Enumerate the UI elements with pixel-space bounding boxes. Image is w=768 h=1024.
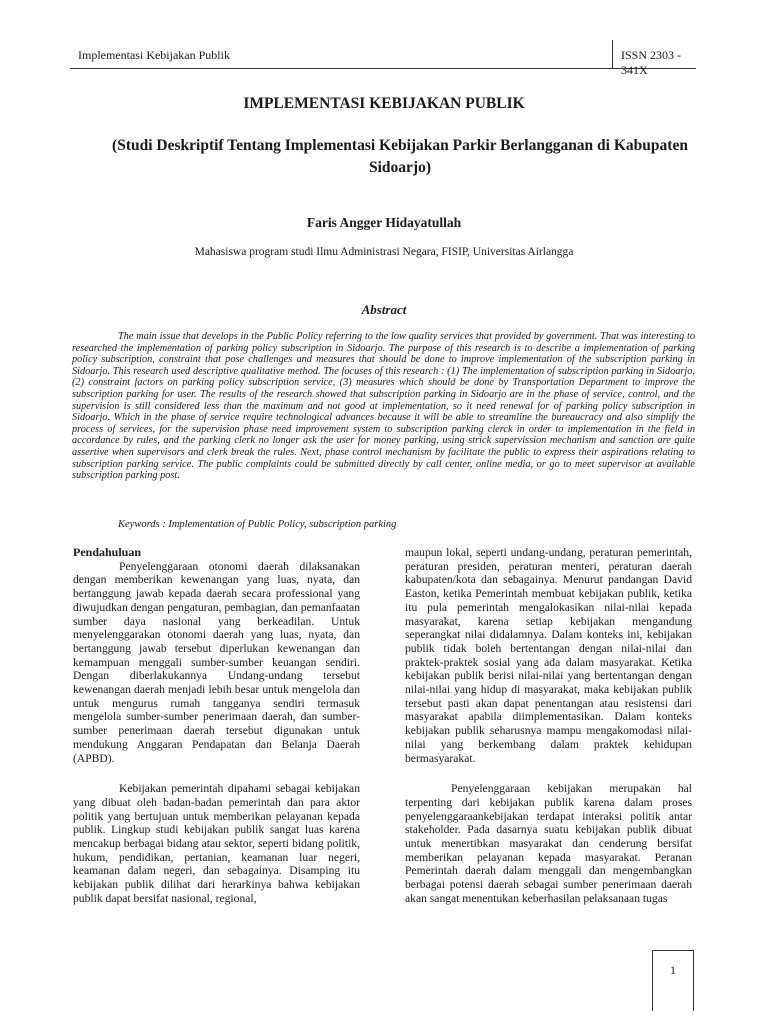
left-column [73, 546, 360, 906]
issn-label: ISSN 2303 - 341X [621, 48, 682, 77]
running-header [70, 40, 696, 77]
paragraph: Penyelenggaraan otonomi daerah dilaksanakan dengan memberikan kewenangan yang luas, nyata, dan bertanggung jawab kepada daerah secara professional yang diwujudkan dengan pengaturan, pembagian, dan pemanfaatan sumber daya nasional yang berkeadilan. Untuk menyelenggarakan otonomi daerah yang luas, nyata, dan bertanggung jawab tersebut diperlukan kewenangan dan kemampuan menggali sumber-sumber keuangan sendiri. Dengan diberlakukannya Undang-undang tersebut kewenangan daerah menjadi lebih besar untuk mengelola dan untuk mengurus rumah tangganya sendiri termasuk mengelola sumber-sumber penerimaan daerah, dan sumber-sumber penerimaan daerah tersebut digunakan untuk mendukung Anggaran Pendapatan dan Belanja Daerah (APBD). [73, 559, 360, 765]
page-number: 1 [670, 963, 676, 977]
keywords: Keywords : Implementation of Public Policy, subscription parking [118, 519, 397, 530]
paragraph-gap [405, 765, 692, 782]
author-affiliation: Mahasiswa program studi Ilmu Administrasi Negara, FISIP, Universitas Airlangga [194, 246, 574, 258]
author-name: Faris Angger Hidayatullah [306, 215, 462, 230]
journal-name: Implementasi Kebijakan Publik [78, 48, 230, 62]
header-divider [612, 40, 613, 68]
paper-title: IMPLEMENTASI KEBIJAKAN PUBLIK [243, 95, 525, 112]
abstract-heading: Abstract [361, 302, 407, 317]
page-number-box [652, 950, 694, 1011]
paragraph-gap [73, 765, 360, 782]
abstract-text: The main issue that develops in the Public Policy referring to the low quality services that provided by government. That was interesting to researched the implementation of parking policy subscription in Sidoarjo. The purpose of this research is to describe a implementation of parking policy subscription, constraint that pose challenges and measures that should be done to improve implementation of the subscription parking in Sidoarjo. This research used descriptive qualitative method. The focuses of this research : (1) The implementation of subscription parking in Sidoarjo, (2) constraint factors on parking policy subscription service, (3) measures which should be done by Transportation Department to improve the subscription parking for user. The results of the research showed that subscription parking in Sidoarjo are in the phase of service, control, and the supervision is still considered less than the maximum and not good at implementation, so it need renewal for of parking policy subscription in Sidoarjo. Which in the phase of service require technological advances because it will be able to streamline the bureaucracy and also simplify the process of services, for the supervision phase need improvement system to subscription parking clerck in order to implementation in the field in accordance by rules, and the parking clerk no longer ask the user for money parking, using strick supervission mechanism and sanction are quite assertive when supervisors and clerk break the rules. Next, phase control mechanism by facilitate the public to express their aspirations relating to subscription parking service. The public complaints could be submitted directly by call center, online media, or go to meet supervisor at available subscription parking post. [72, 331, 695, 482]
section-heading: Pendahuluan [73, 545, 142, 559]
paragraph: Penyelenggaraan kebijakan merupakan hal terpenting dari kebijakan publik karena dalam proses penyelenggaraankebijakan terdapat interaksi politik antar stakeholder. Pada dasarnya suatu kebijakan publik dibuat untuk menertibkan masyarakat dan cenderung bersifat memberikan pelayanan kepada masyarakat. Peranan Pemerintah daerah dalam menggali dan mengembangkan berbagai potensi daerah sebagai sumber penerimaan daerah akan sangat menentukan keberhasilan pelaksanaan tugas [405, 782, 692, 905]
paragraph: maupun lokal, seperti undang-undang, peraturan pemerintah, peraturan presiden, peraturan menteri, peraturan daerah kabupaten/kota dan sebagainya. Menurut pandangan David Easton, ketika Pemerintah membuat kebijakan publik, ketika itu pula pemerintah mengalokasikan nilai-nilai kepada masyarakat, karena setiap kebijakan mengandung seperangkat nilai didalamnya. Dalam konteks ini, kebijakan publik tidak boleh bertentangan dengan nilai-nilai dan praktek-praktek sosial yang ada dalam masyarakat. Ketika kebijakan publik berisi nilai-nilai yang bertentangan dengan nilai-nilai yang hidup di masyarakat, maka kebijakan publik tersebut pasti akan dapat penentangan atau resistensi dari masyarakat apabila diimplementasikan. Dalam konteks kebijakan publik seharusnya mampu mengakomodasi nilai-nilai yang berkembang dalam praktek kehidupan bermasyarakat. [405, 546, 692, 765]
paper-subtitle: (Studi Deskriptif Tentang Implementasi Kebijakan Parkir Berlangganan di Kabupaten Sidoarjo) [112, 137, 688, 176]
right-column [405, 546, 692, 906]
paragraph: Kebijakan pemerintah dipahami sebagai kebijakan yang dibuat oleh badan-badan pemerintah dan para aktor politik yang bertujuan untuk memberikan pelayanan kepada publik. Lingkup studi kebijakan publik sangat luas karena mencakup berbagai bidang atau sektor, seperti bidang politik, hukum, pendidikan, pertanian, keamanan luar negeri, keamanan dalam negeri, dan sebagainya. Disamping itu kebijakan publik dilihat dari herarkinya bahwa kebijakan publik dapat bersifat nasional, regional, [73, 782, 360, 905]
